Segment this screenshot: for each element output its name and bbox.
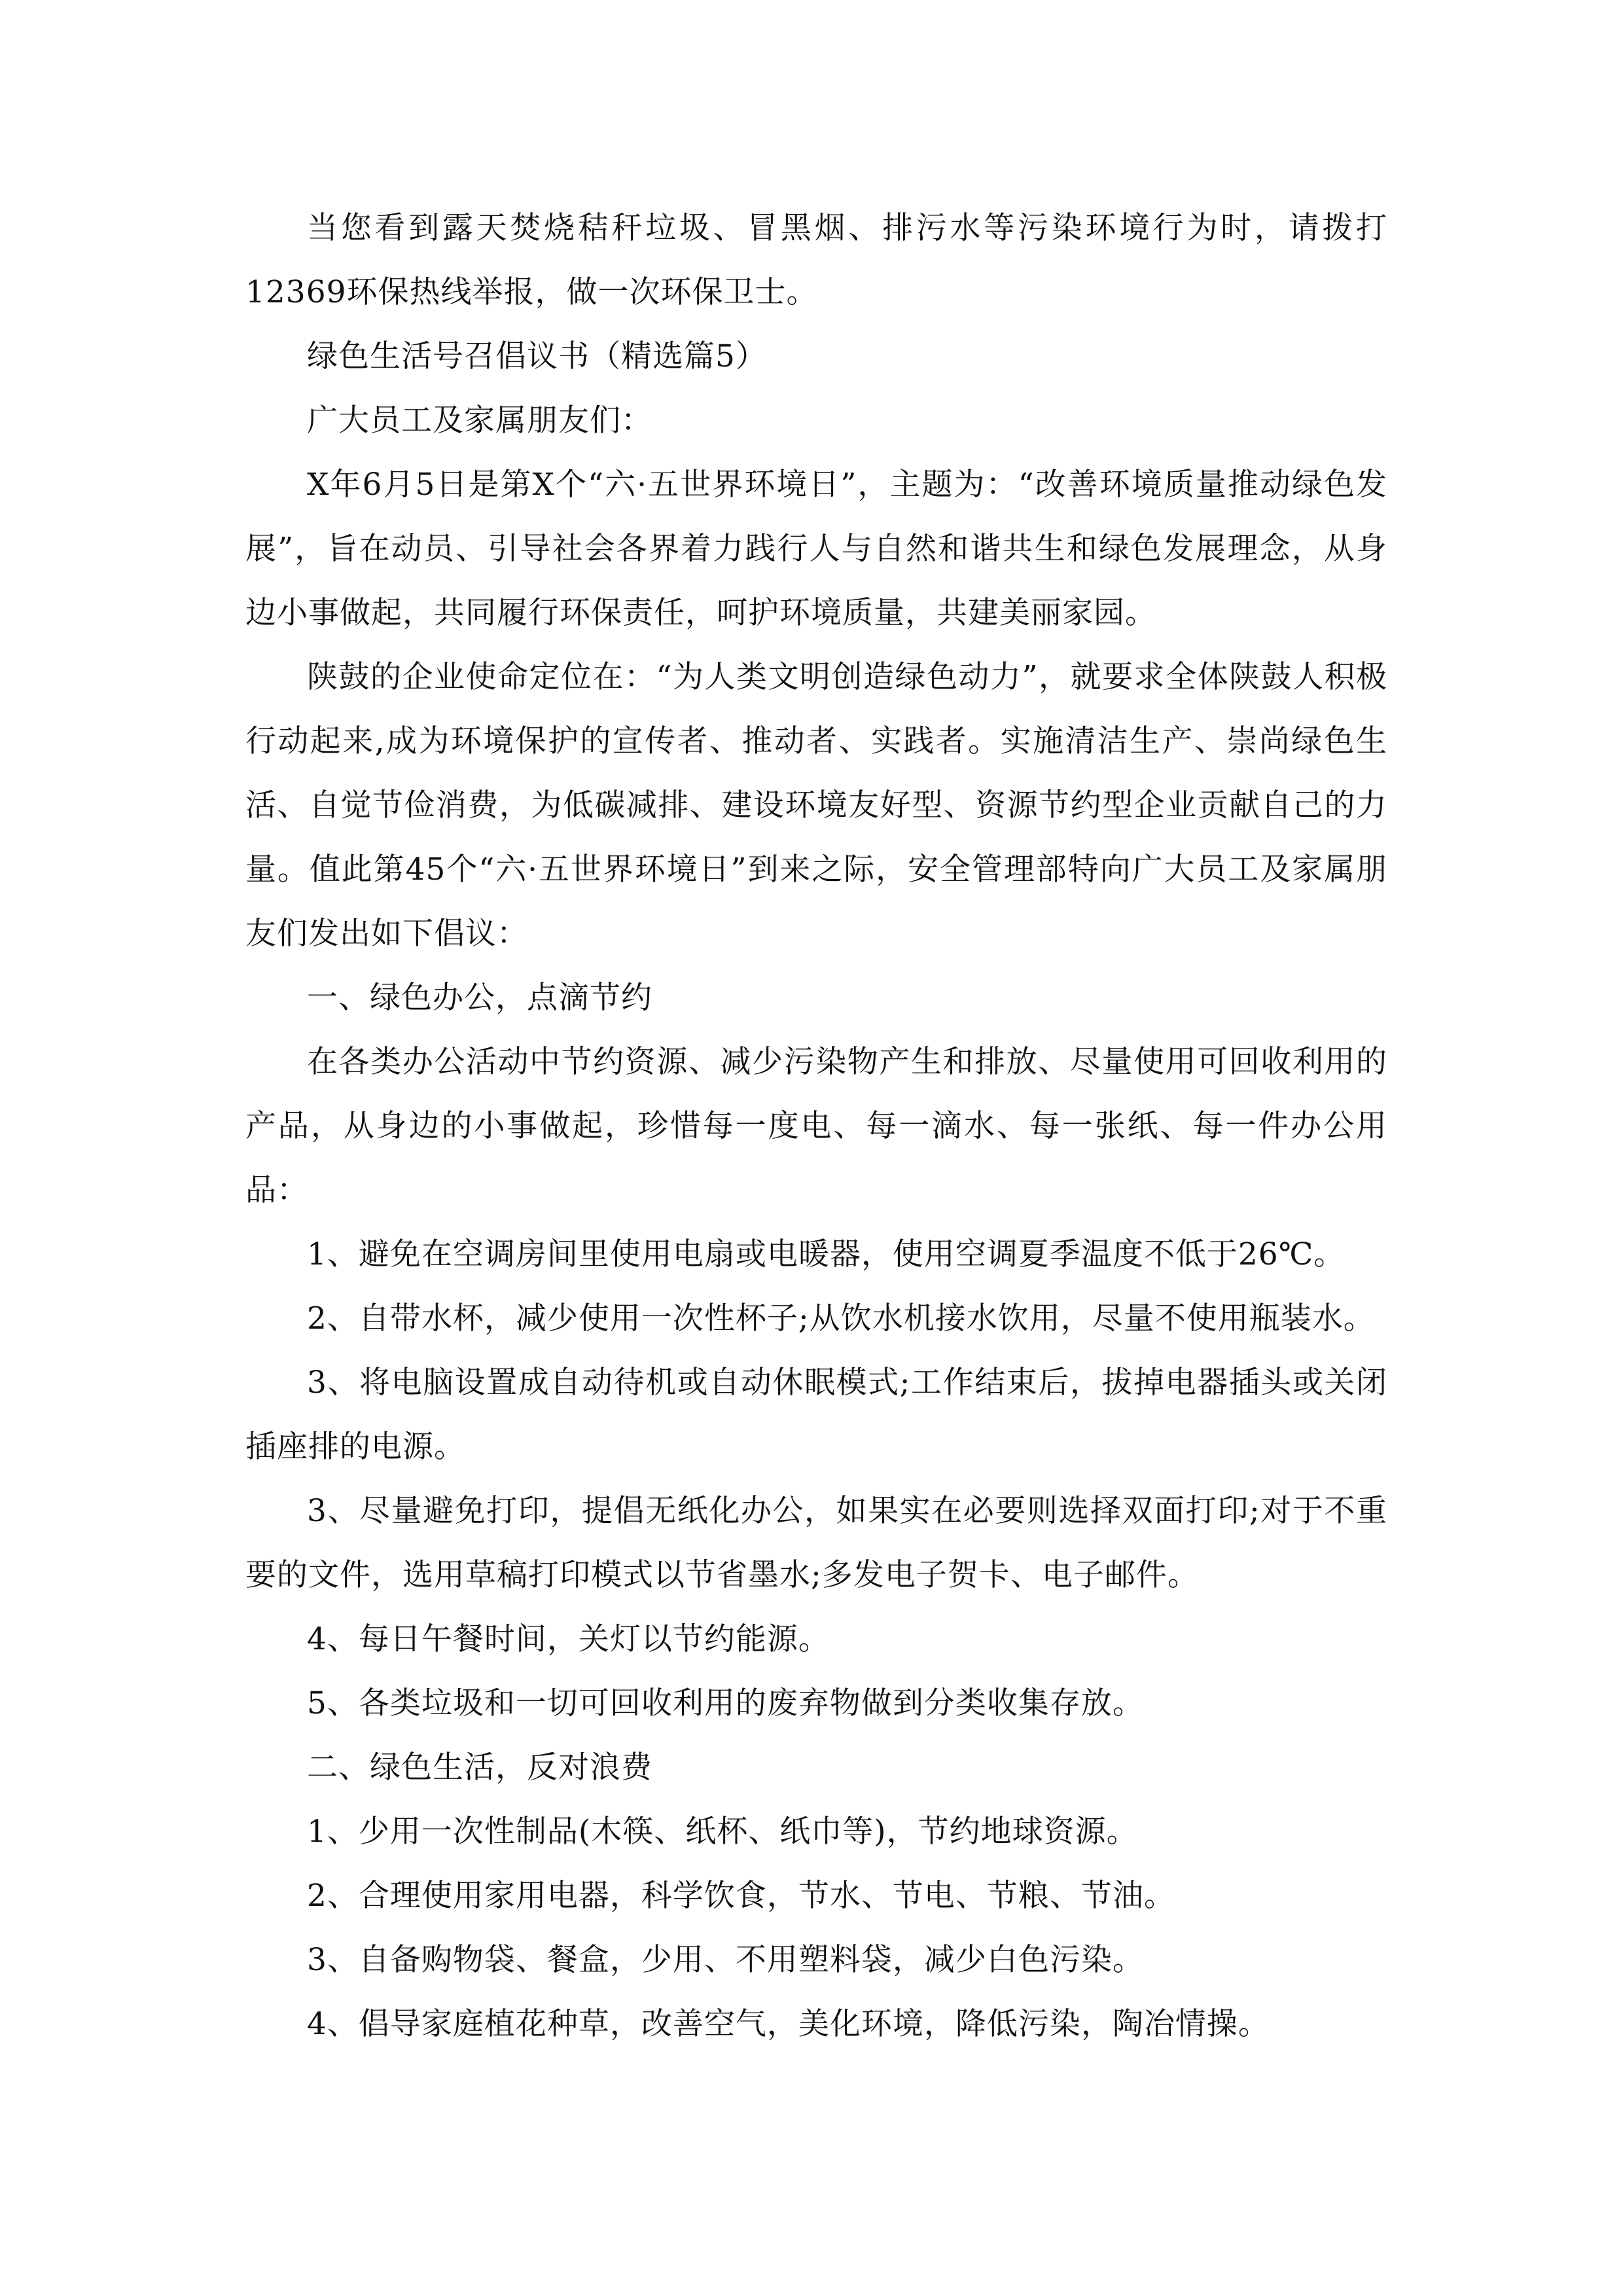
salutation: 广大员工及家属朋友们：	[307, 403, 652, 439]
list-item-office-4: 4、每日午餐时间，关灯以节约能源。	[307, 1621, 830, 1657]
list-item-office-5: 5、各类垃圾和一切可回收利用的废弃物做到分类收集存放。	[307, 1685, 1144, 1721]
paragraph-environment-day: X年6月5日是第X个“六·五世界环境日”，主题为：“改善环境质量推动绿色发展”，旨在动员、引导社会各界着力践行人与自然和谐共生和绿色发展理念，从身边小事做起，共同履行环保责任，呵护环境质量，共建美丽家园。	[245, 467, 1387, 631]
paragraph-hotline-report: 当您看到露天焚烧秸秆垃圾、冒黑烟、排污水等污染环境行为时，请拨打12369环保热线举报，做一次环保卫士。	[245, 210, 1387, 310]
heading-green-life: 二、绿色生活，反对浪费	[307, 1749, 652, 1785]
list-item-office-1: 1、避免在空调房间里使用电扇或电暖器，使用空调夏季温度不低于26℃。	[307, 1236, 1346, 1272]
list-item-life-2: 2、合理使用家用电器，科学饮食，节水、节电、节粮、节油。	[307, 1878, 1175, 1914]
list-item-office-2: 2、自带水杯，减少使用一次性杯子;从饮水机接水饮用，尽量不使用瓶装水。	[307, 1300, 1375, 1336]
list-item-life-3: 3、自备购物袋、餐盒，少用、不用塑料袋，减少白色污染。	[307, 1942, 1144, 1978]
section-title-proposal-5: 绿色生活号召倡议书（精选篇5）	[307, 338, 767, 374]
paragraph-office-saving: 在各类办公活动中节约资源、减少污染物产生和排放、尽量使用可回收利用的产品，从身边的小事做起，珍惜每一度电、每一滴水、每一张纸、每一件办公用品：	[245, 1044, 1387, 1208]
document-body	[245, 196, 1387, 2056]
list-item-life-1: 1、少用一次性制品(木筷、纸杯、纸巾等)，节约地球资源。	[307, 1814, 1138, 1850]
list-item-life-4: 4、倡导家庭植花种草，改善空气，美化环境，降低污染，陶冶情操。	[307, 2006, 1270, 2042]
list-item-office-3b: 3、尽量避免打印，提倡无纸化办公，如果实在必要则选择双面打印;对于不重要的文件，选用草稿打印模式以节省墨水;多发电子贺卡、电子邮件。	[245, 1493, 1387, 1593]
heading-green-office: 一、绿色办公，点滴节约	[307, 980, 652, 1016]
list-item-office-3a: 3、将电脑设置成自动待机或自动休眠模式;工作结束后，拔掉电器插头或关闭插座排的电源。	[245, 1365, 1387, 1465]
paragraph-company-mission: 陕鼓的企业使命定位在：“为人类文明创造绿色动力”，就要求全体陕鼓人积极行动起来,成为环境保护的宣传者、推动者、实践者。实施清洁生产、崇尚绿色生活、自觉节俭消费，为低碳减排、建设环境友好型、资源节约型企业贡献自己的力量。值此第45个“六·五世界环境日”到来之际，安全管理部特向广大员工及家属朋友们发出如下倡议：	[245, 659, 1387, 952]
